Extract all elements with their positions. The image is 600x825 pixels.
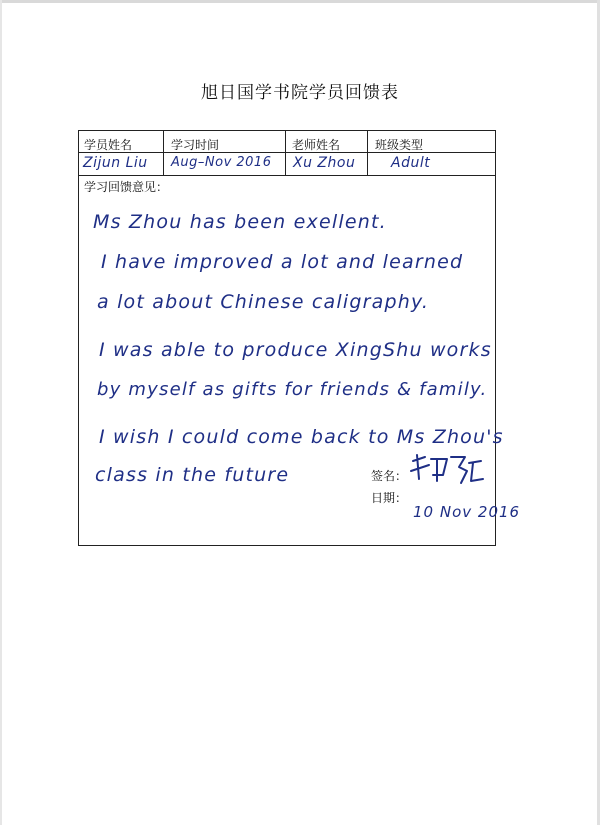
- header-student-name: 学员姓名: [84, 138, 133, 152]
- page-edge-top: [0, 0, 600, 3]
- page-edge-left: [0, 0, 2, 825]
- header-teacher-name: 老师姓名: [292, 138, 341, 152]
- feedback-line: by myself as gifts for friends & family.: [97, 379, 488, 400]
- date-label: 日期：: [371, 491, 408, 505]
- student-name-value: Zijun Liu: [83, 155, 148, 171]
- column-divider-1: [163, 131, 164, 175]
- feedback-line: a lot about Chinese caligraphy.: [97, 291, 430, 313]
- signature-label: 签名：: [371, 469, 408, 483]
- header-row-divider: [79, 152, 495, 153]
- form-title: 旭日国学书院学员回馈表: [201, 83, 399, 103]
- column-divider-3: [367, 131, 368, 175]
- info-row-divider: [79, 175, 495, 176]
- feedback-label: 学习回馈意见：: [84, 180, 169, 194]
- handwritten-signature: [407, 449, 487, 489]
- teacher-name-value: Xu Zhou: [293, 155, 356, 171]
- feedback-line: I was able to produce XingShu works: [99, 339, 492, 361]
- class-type-value: Adult: [391, 155, 431, 171]
- column-divider-2: [285, 131, 286, 175]
- feedback-line: I have improved a lot and learned: [101, 251, 464, 273]
- header-study-period: 学习时间: [171, 138, 220, 152]
- date-value: 10 Nov 2016: [413, 503, 521, 521]
- feedback-line: I wish I could come back to Ms Zhou's: [99, 426, 504, 448]
- study-period-value: Aug–Nov 2016: [171, 155, 272, 170]
- feedback-form: [78, 130, 521, 546]
- header-class-type: 班级类型: [375, 138, 424, 152]
- feedback-line: Ms Zhou has been exellent.: [93, 211, 387, 233]
- feedback-line: class in the future: [95, 464, 290, 486]
